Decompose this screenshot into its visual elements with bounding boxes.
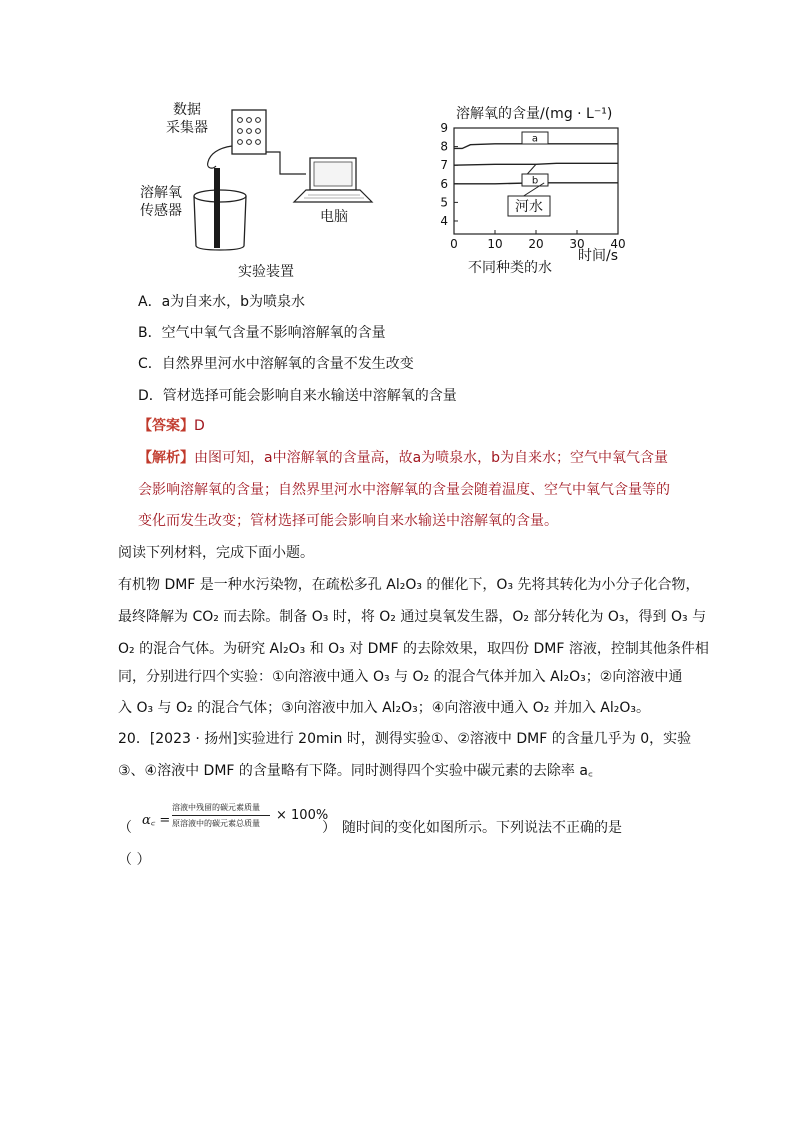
formula-paren-open: （ [118,820,132,836]
reading-p5: 入 O₃ 与 O₂ 的混合气体；③向溶液中加入 Al₂O₃；④向溶液中通入 O₂ 并加入 Al₂O₃。 [118,700,651,716]
chart-ylabel: 溶解氧的含量/(mg · L⁻¹) [456,106,613,122]
y-tick-label-4: 4 [440,213,448,228]
reading-p3: O₂ 的混合气体。为研究 Al₂O₃ 和 O₃ 对 DMF 的去除效果，取四份 DMF 溶液，控制其他条件相 [118,641,709,657]
formula-tail: × 100% [276,808,329,823]
analysis-line-2: 会影响溶解氧的含量；自然界里河水中溶解氧的含量会随着温度、空气中氧气含量等的 [138,482,670,498]
series-label-2: 河水 [515,199,543,216]
y-tick-label-9: 9 [440,121,448,135]
carbon-removal-formula [138,802,334,836]
analysis-line-3: 变化而发生改变；管材选择可能会影响自来水输送中溶解氧的含量。 [138,513,558,529]
y-tick-label-5: 5 [440,195,448,210]
formula-lhs: α꜀ = [142,813,171,828]
laptop-icon [294,158,372,202]
reading-intro: 阅读下列材料，完成下面小题。 [118,545,314,561]
series-label-0: a [531,133,539,145]
y-tick-label-7: 7 [440,158,448,173]
reading-p1: 有机物 DMF 是一种水污染物，在疏松多孔 Al₂O₃ 的催化下，O₃ 先将其转化为小分子化合物， [118,577,700,593]
formula-bar [172,815,270,816]
collector-ports [238,118,261,145]
sensor-cable [208,146,232,168]
collector-label-1: 数据 [173,102,201,118]
option-b: B．空气中氧气含量不影响溶解氧的含量 [138,325,386,341]
x-tick-label-40: 40 [610,237,626,251]
x-tick-label-30: 30 [569,237,585,251]
sensor-label-1: 溶解氧 [140,185,182,201]
series-label-1: b [531,175,539,187]
formula-paren-close: ） [322,820,336,836]
y-tick-label-8: 8 [440,139,448,154]
reading-p2: 最终降解为 CO₂ 而去除。制备 O₃ 时，将 O₂ 通过臭氧发生器，O₂ 部分转化为 O₃，得到 O₃ 与 [118,609,707,625]
option-d: D．管材选择可能会影响自来水输送中溶解氧的含量 [138,388,457,404]
analysis-text-1: 由图可知，a中溶解氧的含量高，故a为喷泉水，b为自来水；空气中氧气含量 [194,450,669,466]
analysis-line-1 [138,447,668,467]
formula-numerator: 溶液中残留的碳元素质量 [172,803,260,812]
y-tick-label-6: 6 [440,176,448,191]
analysis-tag: 【解析】 [138,450,194,466]
apparatus-caption: 实验装置 [238,264,294,280]
x-tick-label-10: 10 [487,237,503,251]
collector-label-2: 采集器 [166,120,208,136]
x-tick-label-0: 0 [450,237,458,251]
reading-p4: 同，分别进行四个实验：①向溶液中通入 O₃ 与 O₂ 的混合气体并加入 Al₂O₃；②向溶液中通 [118,669,683,685]
answer-line [138,415,205,435]
sensor-label-2: 传感器 [140,203,182,219]
question-line-1: 20．[2023 · 扬州]实验进行 20min 时，测得实验①、②溶液中 DMF 的含量几乎为 0，实验 [118,731,692,747]
x-tick-label-20: 20 [528,237,544,251]
question-line-2: ③、④溶液中 DMF 的含量略有下降。同时测得四个实验中碳元素的去除率 a꜀ [118,763,593,779]
answer-value: D [194,418,205,434]
answer-blank: （ ） [118,852,151,868]
option-a: A．a为自来水，b为喷泉水 [138,294,306,310]
answer-tag: 【答案】 [138,418,194,434]
option-c: C．自然界里河水中溶解氧的含量不发生改变 [138,356,414,372]
chart-caption: 不同种类的水 [468,260,552,276]
formula-denominator: 原溶液中的碳元素总质量 [172,819,260,828]
dissolved-oxygen-chart [430,120,640,260]
oxygen-sensor-rod [214,168,220,248]
computer-label: 电脑 [320,209,348,225]
question-line-3: 随时间的变化如图所示。下列说法不正确的是 [342,820,622,836]
collector-computer-cable [266,152,306,174]
chart-xlabel: 时间/s [578,248,619,264]
